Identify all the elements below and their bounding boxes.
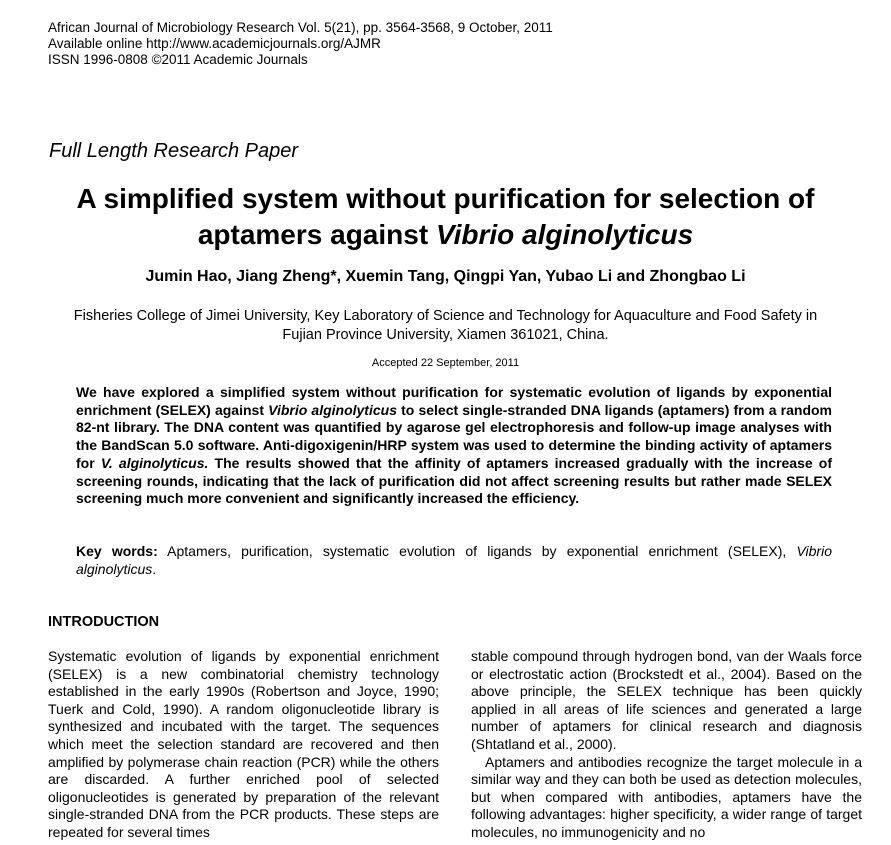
title-line-1: A simplified system without purification for selection of — [76, 183, 815, 214]
abstract-text-1: We have explored a simplified system without purification for systematic evolution of ligands by exponential enrichment (SELEX) against — [76, 384, 832, 418]
paper-type: Full Length Research Paper — [49, 140, 299, 162]
column-left — [48, 648, 439, 842]
affiliation-line-1: Fisheries College of Jimei University, Key Laboratory of Science and Technology for Aquaculture and Food Safety in — [73, 308, 818, 324]
title-line-2-prefix: aptamers against — [197, 219, 429, 250]
introduction-heading: INTRODUCTION — [48, 614, 160, 630]
authors: Jumin Hao, Jiang Zheng*, Xuemin Tang, Qingpi Yan, Yubao Li and Zhongbao Li — [145, 268, 746, 285]
accepted-date: Accepted 22 September, 2011 — [371, 357, 520, 369]
keywords — [76, 543, 832, 578]
column-right — [471, 648, 862, 842]
affiliation-line-2: Fujian Province University, Xiamen 361021, China. — [282, 327, 609, 343]
paper-title — [0, 181, 891, 253]
keywords-text: Aptamers, purification, systematic evolution of ligands by exponential enrichment (SELEX), — [167, 543, 787, 559]
abstract — [76, 384, 832, 508]
intro-paragraph-2: Aptamers and antibodies recognize the target molecule in a similar way and they can both be used as detection molecules, but when compared with antibodies, aptamers have the following advantages: higher specificity, a wider range of target molecules, no immunogenicity and no — [471, 753, 862, 840]
abstract-species-2: V. alginolyticus. — [100, 454, 209, 471]
journal-citation: African Journal of Microbiology Research Vol. 5(21), pp. 3564-3568, 9 October, 2011 — [48, 20, 553, 35]
journal-issn: ISSN 1996-0808 ©2011 Academic Journals — [48, 52, 308, 67]
journal-header — [48, 20, 553, 68]
intro-paragraph-1: Systematic evolution of ligands by exponential enrichment (SELEX) is a new combinatorial chemistry technology established in the early 1990s (Robertson and Joyce, 1990; Tuerk and Cold, 1990). A random oligonucleotide library is synthesized and incubated with the target. The sequences which meet the selection standard are recovered and then amplified by polymerase chain reaction (PCR) while the others are discarded. A further enriched pool of selected oligonucleotides is generated by preparation of the relevant single-stranded DNA from the PCR products. These steps are repeated for several times — [48, 648, 439, 840]
title-species: Vibrio alginolyticus — [435, 219, 694, 250]
keywords-end: . — [152, 560, 157, 577]
journal-url: Available online http://www.academicjournals.org/AJMR — [48, 36, 381, 51]
keywords-species: Vibrio alginolyticus — [76, 543, 832, 577]
title-line-2 — [0, 217, 891, 253]
keywords-label: Key words: — [76, 543, 158, 559]
abstract-species-1: Vibrio alginolyticus — [268, 401, 397, 418]
intro-paragraph-continued: stable compound through hydrogen bond, van der Waals force or electrostatic action (Brockstedt et al., 2004). Based on the above principle, the SELEX technique has been quickly applied in all areas of life sciences and generated a large number of aptamers for clinical research and diagnosis (Shtatland et al., 2000). — [471, 648, 862, 752]
affiliation — [0, 307, 891, 345]
abstract-text-2: to select single-stranded DNA ligands (aptamers) from a random 82-nt library. The DNA content was quantified by agarose gel electrophoresis and follow-up image analyses with the BandScan 5.0 software. Anti-digoxigenin/HRP system was used to determine the binding activity of aptamers for — [76, 401, 832, 471]
abstract-text-3: The results showed that the affinity of aptamers increased gradually with the increase of screening rounds, indicating that the lack of purification did not affect screening results but rather made SELEX screening much more convenient and significantly increased the efficiency. — [76, 454, 833, 507]
